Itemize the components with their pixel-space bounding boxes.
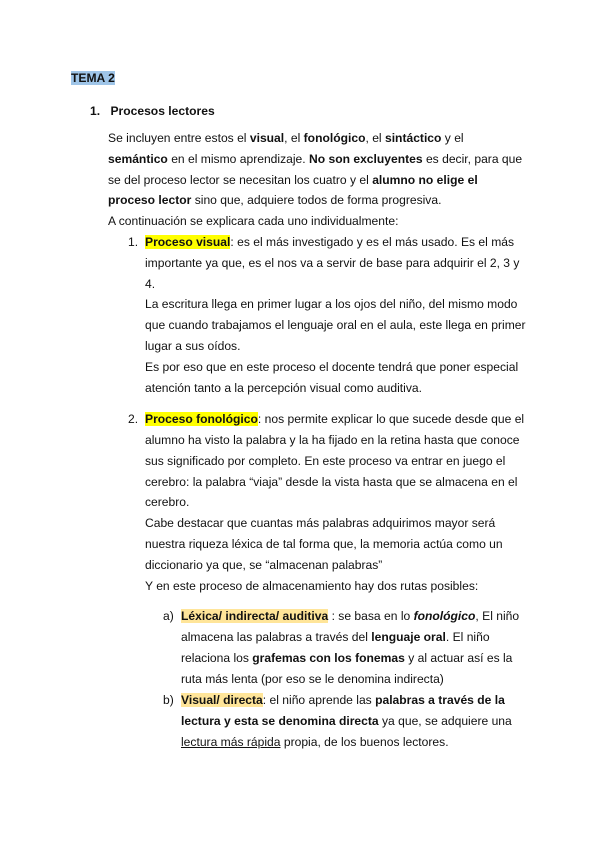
subA-line-2 xyxy=(181,627,490,648)
text-span: se del proceso lector se necesitan los cuatro y el xyxy=(108,173,373,187)
item2-line-1 xyxy=(145,409,524,430)
text-span: . El niño xyxy=(445,630,490,644)
item1-line-6: lugar a sus oídos. xyxy=(145,339,241,353)
subA-line-4: ruta más lenta (por eso se le denomina indirecta) xyxy=(181,672,444,686)
intro-line-5 xyxy=(108,211,398,232)
text-span: : se basa en lo xyxy=(328,609,414,623)
item1-line-7: Es por eso que en este proceso el docente tendrá que poner especial xyxy=(145,360,519,374)
bold-italic-span: fonológico xyxy=(413,609,476,623)
item2-line-6: Cabe destacar que cuantas más palabras adquirimos mayor será xyxy=(145,516,496,530)
bold-span: lectura y esta se denomina directa xyxy=(181,714,379,728)
section-title-text: Procesos lectores xyxy=(110,104,215,118)
subB-marker: b) xyxy=(163,693,174,707)
item2-line-3: sus significado por completo. En este proceso va entrar en juego el xyxy=(145,454,506,468)
text-span: y el xyxy=(441,131,464,145)
bold-span: sintáctico xyxy=(384,131,442,145)
document-heading xyxy=(71,68,115,89)
item2-line-8: diccionario ya que, se “almacenan palabras” xyxy=(145,558,383,572)
text-span: propia, de los buenos lectores. xyxy=(280,735,449,749)
text-span: : es el más investigado y es el más usado. Es el más xyxy=(230,235,515,249)
bold-span: semántico xyxy=(108,152,168,166)
bold-span: grafemas con los fonemas xyxy=(252,651,405,665)
item1-line-5: que cuando trabajamos el lenguaje oral en el aula, este llega en primer xyxy=(145,318,526,332)
text-span: almacena las palabras a través del xyxy=(181,630,372,644)
subB-label: Visual/ directa xyxy=(181,693,263,707)
subB-line-2 xyxy=(181,711,512,732)
item2-line-2: alumno ha visto la palabra y la ha fijado en la retina hasta que conoce xyxy=(145,433,520,447)
item1-line-2: importante ya que, es el nos va a servir de base para adquirir el 2, 3 y xyxy=(145,256,520,270)
intro-line-2 xyxy=(108,149,522,170)
bold-span: No son excluyentes xyxy=(309,152,423,166)
item2-line-7: nuestra riqueza léxica de tal forma que, la memoria actúa como un xyxy=(145,537,503,551)
subB-line-3 xyxy=(181,732,449,753)
bold-span: lenguaje oral xyxy=(371,630,446,644)
subA-line-1 xyxy=(181,606,519,627)
subA-label: Léxica/ indirecta/ auditiva xyxy=(181,609,329,623)
text-span: Se incluyen entre estos el xyxy=(108,131,250,145)
section-title xyxy=(90,101,215,122)
text-span: : el niño aprende las xyxy=(262,693,376,707)
text-span: relaciona los xyxy=(181,651,253,665)
text-span: , el xyxy=(284,131,304,145)
subB-line-1 xyxy=(181,690,505,711)
section-number: 1. xyxy=(90,104,101,118)
item2-number: 2. xyxy=(128,412,139,426)
item1-number: 1. xyxy=(128,235,139,249)
text-span: : nos permite explicar lo que sucede desde que el xyxy=(257,412,525,426)
bold-span: fonológico xyxy=(303,131,366,145)
text-span: ya que, se adquiere una xyxy=(378,714,512,728)
item1-line-3: 4. xyxy=(145,277,156,291)
intro-line-1 xyxy=(108,128,464,149)
item2-line-4: cerebro: la palabra “viaja” desde la vista hasta que se almacena en el xyxy=(145,475,518,489)
text-span: , El niño xyxy=(475,609,520,623)
bold-span: proceso lector xyxy=(108,193,192,207)
item1-line-8: atención tanto a la percepción visual como auditiva. xyxy=(145,381,422,395)
item2-line-9: Y en este proceso de almacenamiento hay dos rutas posibles: xyxy=(145,579,479,593)
text-span: , el xyxy=(365,131,385,145)
bold-span: visual xyxy=(249,131,285,145)
bold-span: palabras a través de la xyxy=(375,693,505,707)
subA-line-3 xyxy=(181,648,512,669)
text-span: A continuación se explicara cada uno individualmente: xyxy=(108,214,399,228)
text-span: es decir, para que xyxy=(422,152,523,166)
text-span: sino que, adquiere todos de forma progresiva. xyxy=(191,193,442,207)
text-span: y al actuar así es la xyxy=(404,651,513,665)
heading-text: TEMA 2 xyxy=(71,71,115,85)
underlined-span: lectura más rápida xyxy=(181,735,281,749)
bold-span: alumno no elige el xyxy=(372,173,478,187)
item1-label: Proceso visual xyxy=(145,235,231,249)
item1-line-4: La escritura llega en primer lugar a los ojos del niño, del mismo modo xyxy=(145,297,518,311)
intro-line-4 xyxy=(108,190,441,211)
text-span: en el mismo aprendizaje. xyxy=(167,152,309,166)
item1-line-1 xyxy=(145,232,514,253)
item2-label: Proceso fonológico xyxy=(145,412,258,426)
intro-line-3 xyxy=(108,170,478,191)
item2-line-5: cerebro. xyxy=(145,495,190,509)
subA-marker: a) xyxy=(163,609,174,623)
